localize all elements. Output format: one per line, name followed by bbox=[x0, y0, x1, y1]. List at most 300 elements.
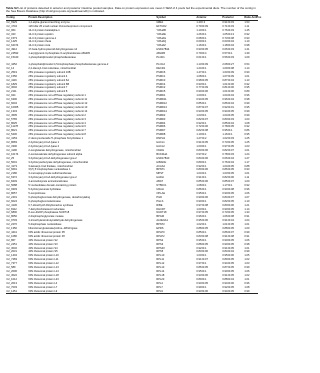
cell-posterior: 0.84±0.07 bbox=[222, 195, 234, 199]
cell-ratio: 0.90 bbox=[244, 70, 250, 74]
cell-contig: C2_3002 bbox=[6, 86, 17, 90]
cell-contig: C2_2251 bbox=[6, 242, 17, 246]
cell-description: 2-hydroxyacyl-CoA lyase 2 bbox=[28, 145, 60, 148]
cell-anterior: 0.89±0.1 bbox=[196, 160, 207, 164]
cell-description: 26S proteasome non-ATPase regulatory subunit 3 bbox=[28, 117, 86, 121]
cell-posterior: 1.01±0.06 bbox=[222, 90, 234, 94]
cell-contig: C2_8057 bbox=[6, 191, 17, 195]
cell-description: 26S proteasome non-ATPase regulatory subunit 13 bbox=[28, 105, 88, 109]
cell-posterior: 1.17±0.1 bbox=[222, 184, 233, 188]
cell-symbol: RPS4X bbox=[156, 246, 165, 250]
cell-anterior: 0.97±0.2 bbox=[196, 152, 207, 156]
cell-contig: C2_2111 bbox=[6, 90, 17, 94]
cell-ratio: 0.99 bbox=[244, 102, 250, 106]
cell-ratio: 0.86 bbox=[244, 129, 250, 133]
cell-anterior: 1.00±0.1 bbox=[196, 145, 207, 148]
cell-symbol: DNPH1 bbox=[156, 137, 166, 141]
cell-ratio: 0.93 bbox=[244, 168, 250, 172]
cell-anterior: 0.90±0.06 bbox=[196, 90, 208, 94]
cell-description: 26S proteasome non-ATPase regulatory subunit 1 bbox=[28, 94, 86, 98]
cell-ratio: 1.41 bbox=[244, 48, 250, 52]
cell-posterior: 1.09±0.08 bbox=[222, 66, 234, 70]
cell-ratio: 1.11 bbox=[244, 24, 250, 28]
cell-anterior: 0.77±0.09 bbox=[196, 86, 208, 90]
cell-description: 3-hydroxyacyl-CoA dehydrogenase type-2 bbox=[28, 156, 77, 160]
cell-ratio: 1.04 bbox=[244, 219, 250, 223]
cell-anterior: 0.93±0.06 bbox=[196, 290, 222, 294]
cell-anterior: 0.97±0.05 bbox=[196, 211, 208, 215]
cell-contig: C2_1343 bbox=[6, 109, 17, 113]
cell-contig: C2_6004 bbox=[6, 102, 17, 106]
cell-contig: C2_9703 bbox=[6, 219, 17, 223]
cell-description: 8-oxo-dGDP phosphatase NUDT18 bbox=[28, 211, 70, 215]
cell-anterior: 0.61±0.1 bbox=[196, 56, 207, 60]
cell-ratio: 1.27 bbox=[244, 156, 250, 160]
cell-symbol: EPRS bbox=[156, 227, 164, 231]
cell-ratio: 1.01 bbox=[244, 246, 250, 250]
cell-ratio: 0.95 bbox=[244, 105, 250, 109]
cell-contig: C2_4116 bbox=[6, 78, 17, 82]
cell-ratio: 0.98 bbox=[244, 242, 250, 246]
cell-anterior: 0.84±0.06 bbox=[196, 156, 208, 160]
cell-description: 26S proteasome non-ATPase regulatory subunit 8 bbox=[28, 133, 86, 137]
cell-description: 1,4-alpha-glucan-branching enzyme bbox=[28, 20, 70, 24]
cell-description: 6-phosphogluconate dehydrogenase, decarboxylating bbox=[28, 195, 91, 199]
cell-symbol: URAH bbox=[156, 187, 164, 191]
cell-contig: C2_10065 bbox=[6, 105, 19, 109]
cell-ratio: 0.91 bbox=[244, 215, 250, 219]
cell-ratio: 1.05 bbox=[244, 254, 250, 258]
cell-description: 1-phosphatidylinositol phosphodiesterase bbox=[28, 56, 76, 60]
cell-contig: C2_11178 bbox=[6, 125, 18, 129]
cell-contig: C2_323 bbox=[6, 32, 16, 36]
cell-ratio: 1.33 bbox=[244, 211, 250, 215]
cell-description: 60S ribosomal protein L7 bbox=[28, 285, 58, 289]
cell-ratio: 0.99 bbox=[244, 230, 250, 234]
cell-description: 60S ribosomal protein L13 bbox=[28, 266, 59, 270]
cell-contig: C2_2519 bbox=[6, 70, 17, 74]
cell-posterior: 0.66±0.03 bbox=[222, 48, 234, 52]
cell-description: 14-3-3 protein beta/alpha-1 bbox=[28, 28, 60, 32]
cell-ratio: 0.92 bbox=[244, 82, 250, 86]
cell-symbol: PGD bbox=[156, 195, 163, 199]
cell-description: 14-3-3 protein zeta bbox=[28, 44, 51, 48]
cell-symbol: PLCD1 bbox=[156, 56, 165, 60]
cell-description: 3-hydroxyisobutyrate dehydrogenase, mitochondrial bbox=[28, 160, 88, 164]
cell-symbol: PSMD6 bbox=[156, 125, 166, 129]
cell-symbol: PSMC2 bbox=[156, 86, 166, 90]
cell-anterior: 0.99±0.1 bbox=[196, 285, 207, 289]
cell-posterior: 0.90±0.08 bbox=[222, 187, 234, 191]
cell-description: 2'-deoxynucleoside 5'-phosphate N-hydrolase 1 bbox=[28, 137, 84, 141]
cell-symbol: PSMC3 bbox=[156, 78, 166, 82]
cell-ratio: 1.39 bbox=[244, 52, 250, 56]
cell-symbol: PSMD1 bbox=[156, 94, 166, 98]
cell-contig: C2_1080 bbox=[6, 234, 17, 238]
cell-anterior: 0.83±0.06 bbox=[196, 148, 208, 152]
cell-symbol: EFTUD2 bbox=[156, 24, 167, 28]
cell-posterior: 0.86±0.05 bbox=[222, 168, 234, 172]
header-protein-description: Protein Description bbox=[28, 16, 156, 21]
cell-contig: C2_3032 bbox=[6, 246, 17, 250]
cell-ratio: 1.03 bbox=[244, 145, 250, 148]
cell-contig: C2_1404 bbox=[6, 254, 17, 258]
cell-description: 26S protease regulatory subunit 6A bbox=[28, 78, 70, 82]
cell-symbol: PSMD11 bbox=[156, 98, 167, 102]
cell-description: 26S protease regulatory subunit 6B bbox=[28, 82, 70, 86]
cell-description: 5'-nucleotidase domain-containing protein bbox=[28, 184, 77, 188]
cell-anterior: 1.4±0.3 bbox=[196, 20, 206, 24]
cell-description: 5-bisphosphate nucleotidase bbox=[28, 223, 62, 227]
protein-table bbox=[6, 15, 262, 294]
cell-symbol: RIBE bbox=[156, 203, 163, 207]
cell-ratio: 0.89 bbox=[244, 90, 250, 94]
cell-description: 17-beta-hydroxysteroid dehydrogenase 14 bbox=[28, 48, 78, 52]
cell-anterior: 1.00±0.1 bbox=[196, 94, 207, 98]
cell-contig: C2_10174 bbox=[6, 152, 19, 156]
cell-description: 2-oxoglutarate dehydrogenase, mitochondrial bbox=[28, 148, 81, 152]
table-row bbox=[6, 290, 258, 294]
header-posterior: Posterior bbox=[222, 16, 244, 21]
cell-posterior: 0.94±0.05 bbox=[222, 290, 244, 294]
cell-contig: C2_4190 bbox=[6, 148, 17, 152]
cell-description: 3'(2'),5'-bisphosphate nucleotidase 1 bbox=[28, 168, 71, 172]
cell-description: 26S proteasome non-ATPase regulatory subunit 14 bbox=[28, 109, 88, 113]
cell-symbol: HSD17B14 bbox=[156, 48, 170, 52]
cell-ratio: 0.99 bbox=[244, 113, 250, 117]
cell-posterior: 1.04±0.05 bbox=[222, 113, 234, 117]
cell-ratio: 0.98 bbox=[244, 44, 250, 48]
cell-symbol: RPL11 bbox=[156, 258, 165, 262]
cell-anterior: 0.93±0.06 bbox=[196, 273, 208, 277]
cell-symbol: RPL4 bbox=[156, 281, 163, 285]
cell-posterior: 0.73±0.05 bbox=[222, 211, 234, 215]
cell-contig: C2_924 bbox=[6, 94, 16, 98]
cell-anterior: 0.88±0.05 bbox=[196, 227, 208, 231]
cell-ratio: 0.92 bbox=[244, 184, 250, 188]
cell-anterior: 0.95±0.06 bbox=[196, 219, 208, 223]
cell-symbol: PSMD14 bbox=[156, 109, 167, 113]
cell-posterior: 0.91±0.08 bbox=[222, 234, 234, 238]
cell-description: 40S ribosomal protein S3 bbox=[28, 242, 58, 246]
cell-anterior: 0.85±0.1 bbox=[196, 102, 207, 106]
cell-posterior: 0.87±0.04 bbox=[222, 78, 234, 82]
cell-anterior: 0.95±0.1 bbox=[196, 238, 207, 242]
cell-anterior: 1.08±0.1 bbox=[196, 184, 207, 188]
cell-contig: C2_25 bbox=[6, 156, 15, 160]
cell-ratio: 1.10 bbox=[244, 199, 250, 203]
cell-posterior: 0.91±0.05 bbox=[222, 273, 234, 277]
cell-posterior: 1.07±0.09 bbox=[222, 74, 234, 78]
cell-description: 26S protease regulatory subunit 4 bbox=[28, 74, 68, 78]
cell-posterior: 0.96±0.04 bbox=[222, 98, 234, 102]
cell-posterior: 0.82±0.07 bbox=[222, 148, 234, 152]
cell-ratio: 1.25 bbox=[244, 141, 250, 145]
cell-anterior: 0.93±0.1 bbox=[196, 82, 207, 86]
cell-description: 60S acidic ribosomal protein P0 bbox=[28, 230, 65, 234]
cell-description: 60S ribosomal protein L14 bbox=[28, 270, 59, 273]
cell-ratio: 1.01 bbox=[244, 172, 250, 176]
cell-contig: C2_589 bbox=[6, 266, 16, 270]
cell-anterior: 1.08±0.1 bbox=[196, 74, 207, 78]
cell-anterior: 1.16±0.1 bbox=[196, 44, 207, 48]
cell-anterior: 0.86±0.05 bbox=[196, 266, 208, 270]
cell-posterior: 1.03±0.05 bbox=[222, 172, 234, 176]
cell-anterior: 0.93±0.05 bbox=[196, 109, 208, 113]
cell-symbol: RPL12 bbox=[156, 262, 165, 266]
cell-symbol: RPLP2 bbox=[156, 234, 165, 238]
cell-ratio: 1.14 bbox=[244, 66, 250, 70]
cell-ratio: 0.99 bbox=[244, 290, 258, 294]
cell-contig: C2_6372 bbox=[6, 176, 17, 180]
cell-posterior: 0.90±0.05 bbox=[222, 238, 234, 242]
header-contig: Contig bbox=[6, 16, 28, 21]
cell-contig: C2_24592 bbox=[6, 52, 19, 56]
cell-contig: C2_6300 bbox=[6, 98, 17, 102]
cell-description: 2-bisphosphoglycerate mutase bbox=[28, 215, 64, 219]
cell-description: 26S proteasome non-ATPase regulatory subunit 4 bbox=[28, 121, 86, 125]
cell-symbol: YWHAE bbox=[156, 32, 166, 36]
cell-description: 2-hydroxyacyl-CoA lyase 1 bbox=[28, 141, 60, 145]
cell-posterior: 0.66±0.04 bbox=[222, 156, 234, 160]
cell-posterior: 0.85±0.07 bbox=[222, 180, 234, 184]
cell-ratio: 1.01 bbox=[244, 74, 250, 78]
cell-anterior: 0.80±0.06 bbox=[196, 168, 208, 172]
cell-contig: C2_2013 bbox=[6, 281, 17, 285]
cell-description: 4-trimethylaminobutyraldehyde dehydrogenase bbox=[28, 219, 83, 223]
cell-posterior: 1.04±0.04 bbox=[222, 94, 234, 98]
cell-anterior: 0.90±0.06 bbox=[196, 195, 208, 199]
cell-contig: C2_4912 bbox=[6, 48, 17, 52]
cell-symbol: PSMD8 bbox=[156, 133, 166, 137]
cell-symbol: RPS3 bbox=[156, 242, 164, 246]
cell-symbol: MPST bbox=[156, 172, 164, 176]
cell-symbol: OGDH bbox=[156, 148, 165, 152]
cell-symbol: PSMD4 bbox=[156, 121, 166, 125]
cell-anterior: 0.92±0.1 bbox=[196, 121, 207, 125]
cell-ratio: 1.53 bbox=[244, 20, 250, 24]
cell-anterior: 0.91±0.1 bbox=[196, 176, 207, 180]
cell-contig: C2_6800 bbox=[6, 211, 17, 215]
cell-posterior: 1.05±0.13 bbox=[222, 32, 234, 36]
cell-ratio: 0.96 bbox=[244, 281, 250, 285]
cell-anterior: 0.94±0.05 bbox=[196, 98, 208, 102]
cell-anterior: 0.79±0.4 bbox=[196, 52, 207, 56]
cell-anterior: 1.03±0.1 bbox=[196, 207, 207, 211]
cell-posterior: 0.63±0.04 bbox=[222, 40, 234, 44]
cell-ratio: 1.01 bbox=[244, 148, 250, 152]
cell-posterior: 0.82±0.06 bbox=[222, 176, 234, 180]
cell-ratio: 0.99 bbox=[244, 109, 250, 113]
cell-description: 60S ribosomal protein L12 bbox=[28, 262, 59, 266]
cell-contig: C2_7283 bbox=[6, 258, 17, 262]
cell-posterior: 1.18±0.04 bbox=[222, 44, 234, 48]
cell-symbol: PSMD2 bbox=[156, 113, 166, 117]
cell-contig: C2_1451 bbox=[6, 290, 28, 294]
cell-symbol: PSMC1 bbox=[156, 74, 166, 78]
cell-contig: C2_8050 bbox=[6, 215, 17, 219]
cell-posterior: 0.80±0.03 bbox=[222, 117, 234, 121]
cell-anterior: 1.13±0.09 bbox=[196, 62, 208, 66]
cell-anterior: 1.04±0.1 bbox=[196, 172, 207, 176]
cell-anterior: 0.98±0.05 bbox=[196, 78, 208, 82]
cell-description: 26S proteasome non-ATPase regulatory subunit 7 bbox=[28, 129, 86, 133]
cell-anterior: 0.92±0.1 bbox=[196, 246, 207, 250]
cell-description: 60S acidic ribosomal protein P2 bbox=[28, 234, 65, 238]
cell-posterior: 1.01±0.05 bbox=[222, 223, 234, 227]
cell-anterior: 0.69±0.1 bbox=[196, 40, 207, 44]
cell-ratio: 1.06 bbox=[244, 270, 250, 273]
cell-symbol: HIBADH bbox=[156, 160, 167, 164]
cell-anterior: 0.85±0.06 bbox=[196, 180, 208, 184]
cell-symbol: PSMD13 bbox=[156, 105, 167, 109]
cell-description: 26S proteasome non-ATPase regulatory subunit 6 bbox=[28, 125, 86, 129]
cell-contig: C2_8025 bbox=[6, 121, 17, 125]
cell-description: 5-hydroxyisourate hydrolase bbox=[28, 187, 61, 191]
cell-posterior: 1.06±0.08 bbox=[222, 215, 234, 219]
cell-description: 60S ribosomal protein L9 bbox=[28, 290, 156, 294]
cell-posterior: 0.91±0.03 bbox=[222, 20, 234, 24]
cell-ratio: 1.01 bbox=[244, 223, 250, 227]
cell-anterior: 1.26±0.1 bbox=[196, 32, 207, 36]
cell-description: 26S protease regulatory subunit 8 bbox=[28, 90, 68, 94]
cell-contig: C2_4130 bbox=[6, 203, 17, 207]
cell-symbol: HACL1 bbox=[156, 141, 165, 145]
cell-anterior: 1.03±0.1 bbox=[196, 113, 207, 117]
cell-symbol: PSMD12 bbox=[156, 102, 167, 106]
cell-posterior: 0.89±0.05 bbox=[222, 258, 234, 262]
cell-description: bifunctional glutamate/proline--tRNA ligase bbox=[28, 227, 78, 231]
cell-description: 1-acylglycerol-3-phosphate O-acyltransferase ABHD5 bbox=[28, 52, 90, 56]
caption-text: List of proteins detected in anterior and posterior intestine pooled samples. Data on protein expression are mean ± SEM of 4 pools fed the experimental diets. The number of the contig in the Sea Bream Database (http://nutrigroup-iats.org/seabreamdb) is indicated. bbox=[6, 6, 256, 14]
cell-posterior: 0.82±0.05 bbox=[222, 199, 234, 203]
cell-posterior: 0.97±0.05 bbox=[222, 145, 234, 148]
header-symbol: Symbol bbox=[156, 16, 196, 21]
cell-anterior: 0.68±0.1 bbox=[196, 36, 207, 40]
cell-symbol: RPL9 bbox=[156, 290, 196, 294]
cell-ratio: 1.14 bbox=[244, 207, 250, 211]
cell-ratio: 0.96 bbox=[244, 187, 250, 191]
cell-posterior: 0.57±0.1 bbox=[222, 52, 233, 56]
cell-symbol: GBE1 bbox=[156, 20, 164, 24]
cell-posterior: 1.16±0.1 bbox=[222, 133, 233, 137]
cell-posterior: 0.86±0.04 bbox=[222, 102, 234, 106]
cell-ratio: 0.93 bbox=[244, 36, 250, 40]
table-body bbox=[6, 20, 258, 294]
cell-posterior: 0.90±0.05 bbox=[222, 270, 234, 273]
cell-symbol: RPL10 bbox=[156, 254, 165, 258]
cell-symbol: BPGM bbox=[156, 215, 165, 219]
cell-posterior: 0.76±0.04 bbox=[222, 160, 234, 164]
cell-description: 6-phosphogluconolactonase bbox=[28, 199, 61, 203]
cell-ratio: 1.13 bbox=[244, 78, 250, 82]
cell-posterior: 0.56±0.03 bbox=[222, 56, 234, 60]
cell-anterior: 0.79±0.09 bbox=[196, 24, 208, 28]
cell-posterior: 2.08±0.27 bbox=[222, 62, 234, 66]
cell-posterior: 0.80±0.06 bbox=[222, 203, 234, 207]
cell-posterior: 0.73±0.08 bbox=[222, 36, 234, 40]
cell-posterior: 0.94±0.05 bbox=[222, 262, 234, 266]
cell-symbol: YWHAZ bbox=[156, 44, 166, 48]
cell-anterior: 1.10±0.1 bbox=[196, 28, 207, 32]
cell-ratio: 1.09 bbox=[244, 56, 250, 60]
cell-ratio: 0.96 bbox=[244, 94, 250, 98]
cell-symbol: DHCR7 bbox=[156, 207, 166, 211]
cell-ratio: 1.08 bbox=[244, 121, 250, 125]
cell-description: 2-oxoisovalerate dehydrogenase subunit alpha bbox=[28, 152, 83, 156]
cell-anterior: 0.92±0.1 bbox=[196, 164, 207, 168]
cell-posterior: 0.78±0.03 bbox=[222, 152, 234, 156]
cell-symbol: ABHD5 bbox=[156, 52, 166, 56]
cell-contig: C2_2180 bbox=[6, 172, 17, 176]
cell-anterior: 0.89±0.1 bbox=[196, 277, 207, 281]
cell-posterior: 1.63±0.09 bbox=[222, 70, 234, 74]
cell-ratio: 0.91 bbox=[244, 234, 250, 238]
cell-symbol: HADH bbox=[156, 176, 164, 180]
cell-symbol: BPNT2 bbox=[156, 223, 165, 227]
header-anterior: Anterior bbox=[196, 16, 222, 21]
cell-symbol: RPL18 bbox=[156, 273, 165, 277]
cell-symbol: NUDT18 bbox=[156, 211, 167, 215]
cell-contig: C2_3022 bbox=[6, 273, 17, 277]
cell-description: 40S ribosomal protein S2 bbox=[28, 238, 58, 242]
cell-contig: C2_15440 bbox=[6, 56, 19, 60]
cell-posterior: 0.94±0.06 bbox=[222, 281, 234, 285]
cell-description: 6,7-dimethyl-8-ribityllumazine synthase bbox=[28, 203, 74, 207]
cell-description: 40S ribosomal protein S4 bbox=[28, 246, 58, 250]
cell-contig: C2_14 bbox=[6, 66, 15, 70]
cell-ratio: 0.54 bbox=[244, 62, 250, 66]
cell-contig: C2_2270 bbox=[6, 223, 17, 227]
cell-symbol: NT5DC1 bbox=[156, 184, 167, 188]
cell-symbol: RPS5 bbox=[156, 250, 164, 254]
cell-posterior: 0.94±0.05 bbox=[222, 109, 234, 113]
cell-anterior: 0.97±0.08 bbox=[196, 203, 208, 207]
cell-symbol: ABAT bbox=[156, 180, 163, 184]
cell-posterior: 0.90±0.05 bbox=[222, 207, 234, 211]
cell-anterior: 0.95±0.1 bbox=[196, 270, 207, 273]
cell-ratio: 1.01 bbox=[244, 277, 250, 281]
cell-contig: C2_5765 bbox=[6, 117, 17, 121]
cell-anterior: 0.88±0.05 bbox=[196, 242, 208, 246]
cell-ratio: 1.06 bbox=[244, 238, 250, 242]
cell-anterior: 1.27±0.2 bbox=[196, 137, 207, 141]
cell-contig: C2_6024 bbox=[6, 199, 17, 203]
cell-description: 1-phosphatidylinositol 4,5-bisphosphate phosphodiesterase gamma-2 bbox=[28, 62, 109, 66]
cell-posterior: 0.84±0.04 bbox=[222, 250, 234, 254]
cell-posterior: 0.78±0.05 bbox=[222, 125, 234, 129]
cell-symbol: PSMD3 bbox=[156, 117, 166, 121]
cell-symbol: YWHAG bbox=[156, 36, 167, 40]
cell-description: 2,4-dienoyl-CoA reductase, mitochondrial bbox=[28, 66, 76, 70]
cell-posterior: 0.73±0.05 bbox=[222, 141, 234, 145]
cell-ratio: 1.08 bbox=[244, 285, 250, 289]
cell-description: 126 kDa U5 small nuclear ribonucleoprotein component bbox=[28, 24, 93, 28]
cell-symbol: RPLP0 bbox=[156, 230, 165, 234]
cell-symbol: PGLS bbox=[156, 199, 164, 203]
cell-ratio: 0.99 bbox=[244, 266, 250, 270]
cell-anterior: 0.87±0.07 bbox=[196, 105, 208, 109]
cell-anterior: 1.00±0.1 bbox=[196, 254, 207, 258]
cell-posterior: 0.92±0.05 bbox=[222, 285, 234, 289]
cell-anterior: 0.85±0.1 bbox=[196, 230, 207, 234]
cell-symbol: HSD17B10 bbox=[156, 156, 170, 160]
cell-symbol: RPL7 bbox=[156, 285, 163, 289]
cell-description: 26S proteasome non-ATPase regulatory subunit 2 bbox=[28, 113, 86, 117]
cell-anterior: 0.93±0.05 bbox=[196, 48, 208, 52]
cell-posterior: 0.85±0.04 bbox=[222, 121, 234, 125]
cell-contig: C2_1829 bbox=[6, 82, 17, 86]
